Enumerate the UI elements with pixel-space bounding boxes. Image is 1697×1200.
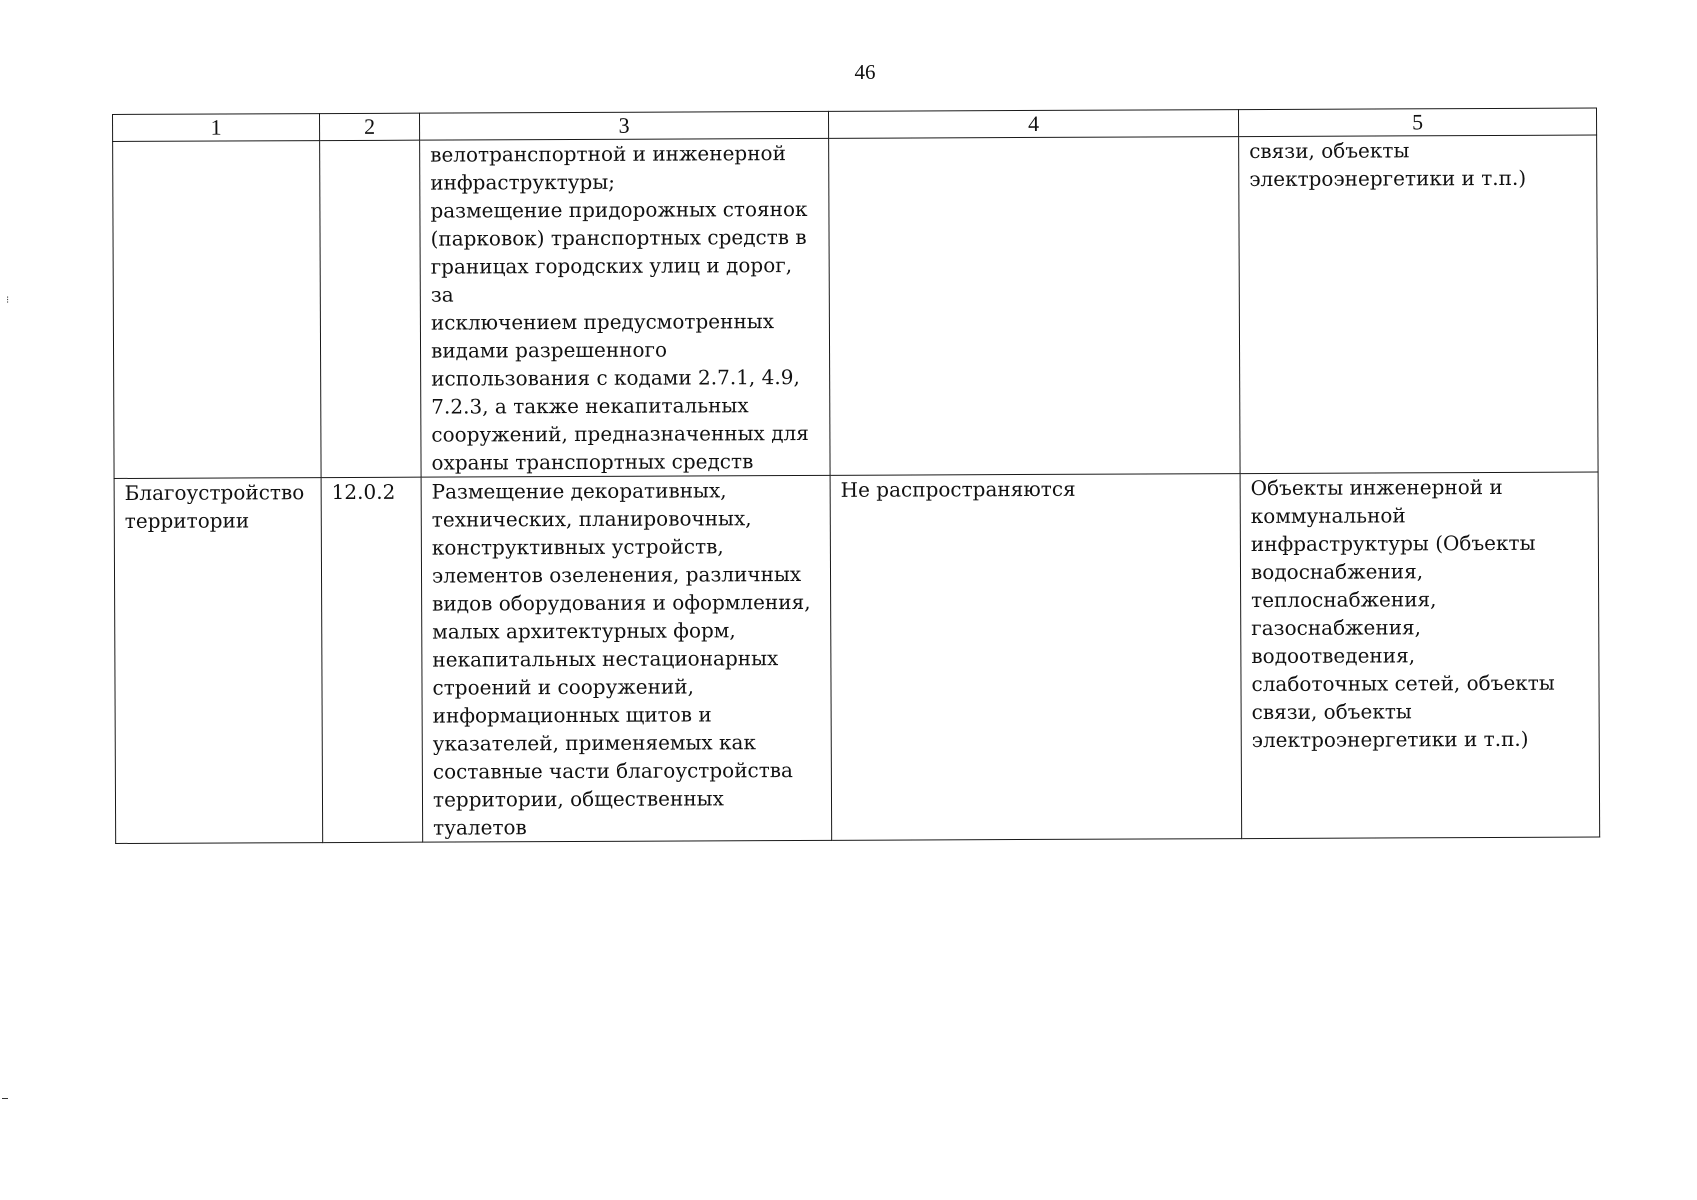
permitted-objects-cell: Объекты инженерной и коммунальной инфраструктуры (Объекты водоснабжения, теплоснабжения, газоснабжения, водоотведения, слаботочных сетей, объекты связи, объекты электроэнергетики и т.п.) <box>1240 472 1600 839</box>
land-use-name-cell <box>113 141 321 479</box>
permitted-objects-cell: связи, объекты электроэнергетики и т.п.) <box>1239 135 1598 474</box>
page-number: 46 <box>854 60 876 84</box>
table-row <box>114 472 1600 843</box>
header-col-3: 3 <box>419 111 828 140</box>
margin-mark-line <box>2 1098 8 1099</box>
header-col-5: 5 <box>1238 108 1596 137</box>
parameters-cell: Не распространяются <box>830 474 1242 841</box>
header-col-2: 2 <box>320 113 420 140</box>
description-cell: Размещение декоративных, технических, планировочных, конструктивных устройств, элементов озеленения, различных видов оборудования и оформления, малых архитектурных форм, некапитальных нестационарных строений и сооружений, информационных щитов и указателей, применяемых как составные части благоустройства территории, общественных туалетов <box>421 475 832 842</box>
table-row <box>113 135 1598 478</box>
regulations-table <box>112 108 1600 844</box>
margin-mark-dot: ⁝ <box>6 295 10 306</box>
land-use-code-cell <box>320 140 421 477</box>
header-col-1: 1 <box>113 114 320 142</box>
land-use-name-cell: Благоустройство территории <box>114 478 323 844</box>
header-col-4: 4 <box>828 110 1238 139</box>
description-cell: велотранспортной и инженерной инфраструктуры; размещение придорожных стоянок (парковок) транспортных средств в границах городских улиц и дорог, за исключением предусмотренных видами разрешенного использования с кодами 2.7.1, 4.9, 7.2.3, а также некапитальных сооружений, предназначенных для охраны транспортных средств <box>420 138 830 477</box>
parameters-cell <box>829 137 1240 476</box>
land-use-code-cell: 12.0.2 <box>321 477 423 842</box>
